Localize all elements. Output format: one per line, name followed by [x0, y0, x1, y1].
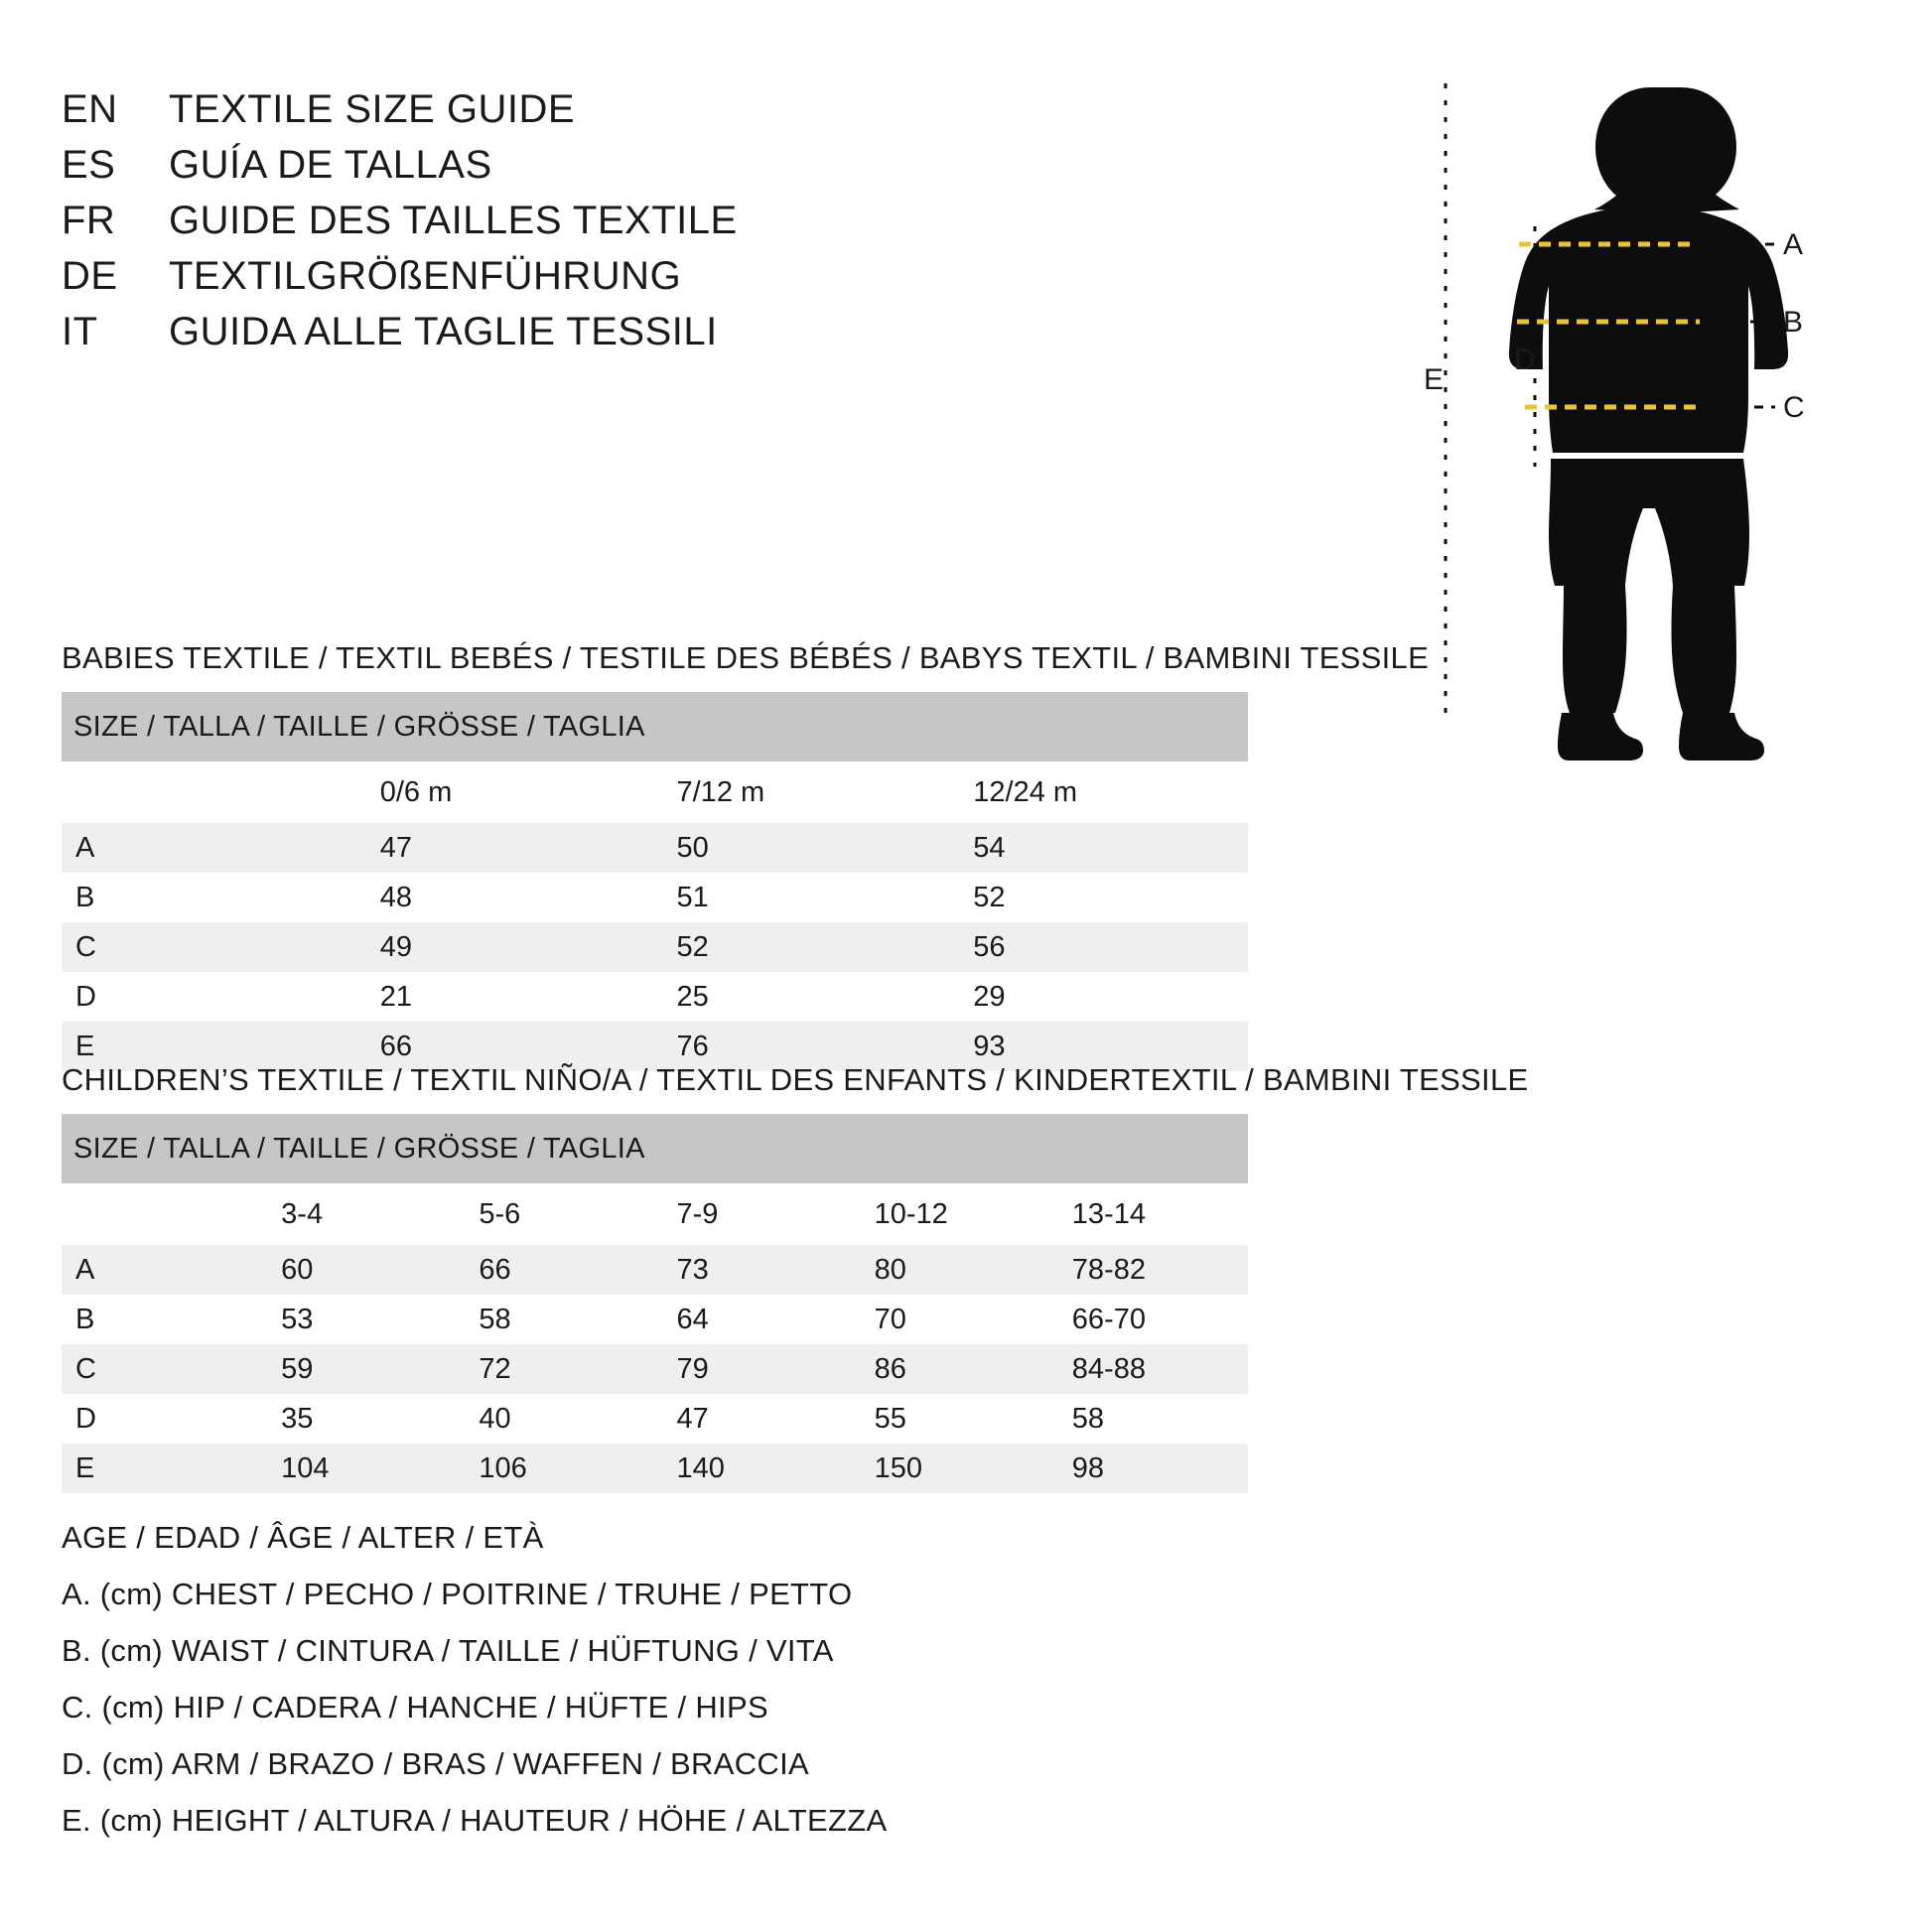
- children-cell-b1: 58: [457, 1295, 654, 1344]
- legend-height: E. (cm) HEIGHT / ALTURA / HAUTEUR / HÖHE / ALTEZZA: [62, 1803, 888, 1838]
- language-title-block: [62, 87, 1054, 365]
- babies-row-label-c: C: [62, 922, 358, 972]
- language-code-en: EN: [62, 87, 118, 131]
- babies-cell-e2: 93: [951, 1022, 1248, 1071]
- babies-sizes-row: [62, 761, 1248, 823]
- babies-cell-b0: 48: [358, 873, 655, 922]
- children-cell-c2: 79: [654, 1344, 852, 1394]
- figure-label-d: D: [1514, 344, 1536, 376]
- language-text-de: TEXTILGRÖßENFÜHRUNG: [169, 254, 682, 298]
- children-row-label-c: C: [62, 1344, 259, 1394]
- babies-sizes-row-blank: [62, 761, 358, 823]
- children-section-title: CHILDREN’S TEXTILE / TEXTIL NIÑO/A / TEXTIL DES ENFANTS / KINDERTEXTIL / BAMBINI TESSILE: [62, 1062, 1529, 1097]
- children-size-2: 7-9: [654, 1183, 852, 1245]
- children-cell-c4: 84-88: [1050, 1344, 1248, 1394]
- babies-cell-a2: 54: [951, 823, 1248, 873]
- language-code-fr: FR: [62, 199, 116, 242]
- children-size-4: 13-14: [1050, 1183, 1248, 1245]
- babies-size-table: [62, 692, 1248, 1071]
- language-row-it: [62, 310, 1054, 365]
- babies-cell-a0: 47: [358, 823, 655, 873]
- language-row-de: [62, 254, 1054, 310]
- children-size-1: 5-6: [457, 1183, 654, 1245]
- children-cell-e1: 106: [457, 1444, 654, 1493]
- legend-chest: A. (cm) CHEST / PECHO / POITRINE / TRUHE / PETTO: [62, 1577, 853, 1611]
- babies-table-header: SIZE / TALLA / TAILLE / GRÖSSE / TAGLIA: [62, 692, 1248, 761]
- babies-size-1: 7/12 m: [655, 761, 952, 823]
- children-sizes-row-blank: [62, 1183, 259, 1245]
- figure-label-b: B: [1783, 306, 1804, 339]
- table-row: [62, 1394, 1248, 1444]
- language-row-es: [62, 143, 1054, 199]
- babies-cell-c1: 52: [655, 922, 952, 972]
- babies-cell-a1: 50: [655, 823, 952, 873]
- children-cell-c1: 72: [457, 1344, 654, 1394]
- children-cell-e2: 140: [654, 1444, 852, 1493]
- babies-row-label-e: E: [62, 1022, 358, 1071]
- children-cell-c3: 86: [853, 1344, 1050, 1394]
- table-row: [62, 823, 1248, 873]
- children-section: [62, 1062, 1529, 1493]
- children-cell-a0: 60: [259, 1245, 457, 1295]
- language-row-fr: [62, 199, 1054, 254]
- children-cell-d4: 58: [1050, 1394, 1248, 1444]
- figure-label-e: E: [1424, 363, 1445, 396]
- babies-row-label-b: B: [62, 873, 358, 922]
- babies-cell-c2: 56: [951, 922, 1248, 972]
- children-cell-d0: 35: [259, 1394, 457, 1444]
- children-row-label-a: A: [62, 1245, 259, 1295]
- table-row: [62, 1344, 1248, 1394]
- babies-table-header-row: [62, 692, 1248, 761]
- children-cell-a4: 78-82: [1050, 1245, 1248, 1295]
- legend-age: AGE / EDAD / ÂGE / ALTER / ETÀ: [62, 1520, 544, 1555]
- babies-row-label-d: D: [62, 972, 358, 1022]
- babies-row-label-a: A: [62, 823, 358, 873]
- babies-cell-e1: 76: [655, 1022, 952, 1071]
- babies-cell-e0: 66: [358, 1022, 655, 1071]
- babies-cell-b2: 52: [951, 873, 1248, 922]
- babies-size-2: 12/24 m: [951, 761, 1248, 823]
- figure-label-a: A: [1783, 228, 1804, 261]
- language-text-fr: GUIDE DES TAILLES TEXTILE: [169, 199, 738, 242]
- children-cell-b4: 66-70: [1050, 1295, 1248, 1344]
- children-cell-e4: 98: [1050, 1444, 1248, 1493]
- children-row-label-e: E: [62, 1444, 259, 1493]
- children-cell-a3: 80: [853, 1245, 1050, 1295]
- children-cell-d3: 55: [853, 1394, 1050, 1444]
- children-table-header-row: [62, 1114, 1248, 1183]
- children-size-3: 10-12: [853, 1183, 1050, 1245]
- legend-waist: B. (cm) WAIST / CINTURA / TAILLE / HÜFTUNG / VITA: [62, 1633, 834, 1668]
- language-text-en: TEXTILE SIZE GUIDE: [169, 87, 576, 131]
- table-row: [62, 922, 1248, 972]
- babies-cell-d1: 25: [655, 972, 952, 1022]
- legend-hip: C. (cm) HIP / CADERA / HANCHE / HÜFTE / HIPS: [62, 1690, 768, 1725]
- language-code-de: DE: [62, 254, 118, 298]
- figure-label-c: C: [1783, 391, 1805, 424]
- table-row: [62, 1295, 1248, 1344]
- babies-section-title: BABIES TEXTILE / TEXTIL BEBÉS / TESTILE DES BÉBÉS / BABYS TEXTIL / BAMBINI TESSILE: [62, 640, 1430, 675]
- children-cell-a1: 66: [457, 1245, 654, 1295]
- language-text-it: GUIDA ALLE TAGLIE TESSILI: [169, 310, 718, 353]
- children-cell-b3: 70: [853, 1295, 1050, 1344]
- children-row-label-d: D: [62, 1394, 259, 1444]
- table-row: [62, 873, 1248, 922]
- children-cell-d1: 40: [457, 1394, 654, 1444]
- legend-block: [62, 1509, 1352, 1849]
- children-sizes-row: [62, 1183, 1248, 1245]
- children-cell-d2: 47: [654, 1394, 852, 1444]
- children-cell-b2: 64: [654, 1295, 852, 1344]
- babies-cell-c0: 49: [358, 922, 655, 972]
- babies-cell-d0: 21: [358, 972, 655, 1022]
- language-code-es: ES: [62, 143, 116, 187]
- babies-size-0: 0/6 m: [358, 761, 655, 823]
- children-size-0: 3-4: [259, 1183, 457, 1245]
- legend-arm: D. (cm) ARM / BRAZO / BRAS / WAFFEN / BRACCIA: [62, 1746, 809, 1781]
- language-row-en: [62, 87, 1054, 143]
- table-row: [62, 1245, 1248, 1295]
- language-text-es: GUÍA DE TALLAS: [169, 143, 492, 187]
- children-cell-a2: 73: [654, 1245, 852, 1295]
- children-row-label-b: B: [62, 1295, 259, 1344]
- children-cell-b0: 53: [259, 1295, 457, 1344]
- children-size-table: [62, 1114, 1248, 1493]
- children-cell-e3: 150: [853, 1444, 1050, 1493]
- table-row: [62, 972, 1248, 1022]
- babies-section: [62, 640, 1481, 1071]
- babies-cell-d2: 29: [951, 972, 1248, 1022]
- children-cell-e0: 104: [259, 1444, 457, 1493]
- children-cell-c0: 59: [259, 1344, 457, 1394]
- children-table-header: SIZE / TALLA / TAILLE / GRÖSSE / TAGLIA: [62, 1114, 1248, 1183]
- table-row: [62, 1444, 1248, 1493]
- language-code-it: IT: [62, 310, 98, 353]
- child-silhouette: [1509, 87, 1788, 760]
- babies-cell-b1: 51: [655, 873, 952, 922]
